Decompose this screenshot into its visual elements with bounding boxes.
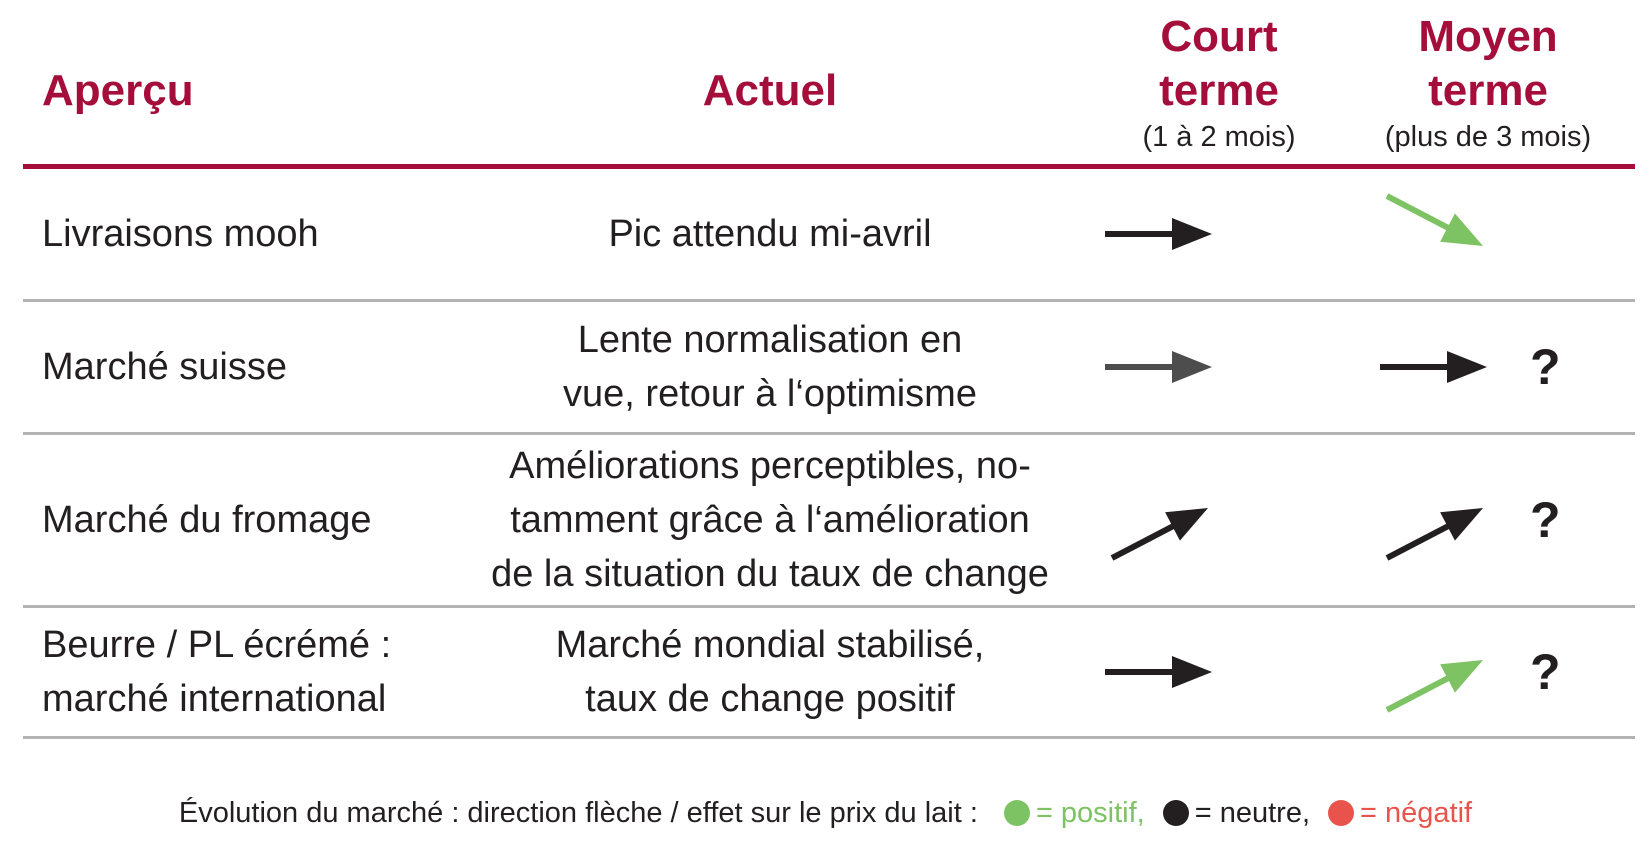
table-row: [0, 608, 1651, 736]
table-row: [0, 302, 1651, 432]
moyen-terme-arrow-icon: [1375, 302, 1515, 432]
row-actuel: Pic attendu mi-avril: [608, 213, 932, 255]
row-label: Beurre / PL écrémé : marché international: [42, 624, 392, 720]
row-label: Marché du fromage: [42, 499, 372, 541]
moyen-terme-arrow-icon: [1375, 169, 1515, 299]
court-terme-arrow-icon: [1100, 455, 1240, 585]
legend-positive: = positif,: [1035, 796, 1145, 829]
row-divider: [23, 736, 1635, 739]
row-actuel: Lente normalisation en vue, retour à l‘optimisme: [563, 319, 977, 415]
header-court-line1: Court: [1160, 12, 1278, 61]
header-court-terme: [1069, 10, 1369, 154]
table-row: [0, 435, 1651, 605]
header-apercu: Aperçu: [42, 66, 194, 115]
header-moyen-line2: terme: [1428, 66, 1548, 115]
header-moyen-sub: (plus de 3 mois): [1384, 121, 1592, 153]
positive-dot-icon: [1004, 800, 1030, 826]
uncertainty-mark: ?: [1530, 644, 1561, 700]
negative-dot-icon: [1328, 800, 1354, 826]
row-label: Livraisons mooh: [42, 213, 319, 255]
court-terme-arrow-icon: [1100, 608, 1240, 736]
moyen-terme-arrow-icon: [1375, 608, 1515, 736]
legend-negative: = négatif: [1360, 796, 1473, 829]
uncertainty-mark: ?: [1530, 492, 1561, 548]
row-actuel: Marché mondial stabilisé, taux de change positif: [555, 624, 985, 720]
header-moyen-line1: Moyen: [1418, 12, 1558, 61]
court-terme-arrow-icon: [1100, 169, 1240, 299]
row-label: Marché suisse: [42, 346, 287, 388]
table-row: [0, 169, 1651, 299]
legend: [0, 792, 1651, 834]
header-court-line2: terme: [1159, 66, 1279, 115]
moyen-terme-arrow-icon: [1375, 455, 1515, 585]
neutral-dot-icon: [1163, 800, 1189, 826]
legend-neutral: = neutre,: [1194, 796, 1311, 829]
legend-prefix: Évolution du marché : direction flèche / effet sur le prix du lait :: [178, 796, 986, 829]
row-actuel: Améliorations perceptibles, no- tamment grâce à l‘amélioration de la situation du taux de change: [491, 445, 1049, 595]
header-actuel: Actuel: [702, 66, 838, 115]
uncertainty-mark: ?: [1530, 339, 1561, 395]
court-terme-arrow-icon: [1100, 302, 1240, 432]
header-court-sub: (1 à 2 mois): [1142, 121, 1296, 153]
header-moyen-terme: [1338, 10, 1638, 154]
